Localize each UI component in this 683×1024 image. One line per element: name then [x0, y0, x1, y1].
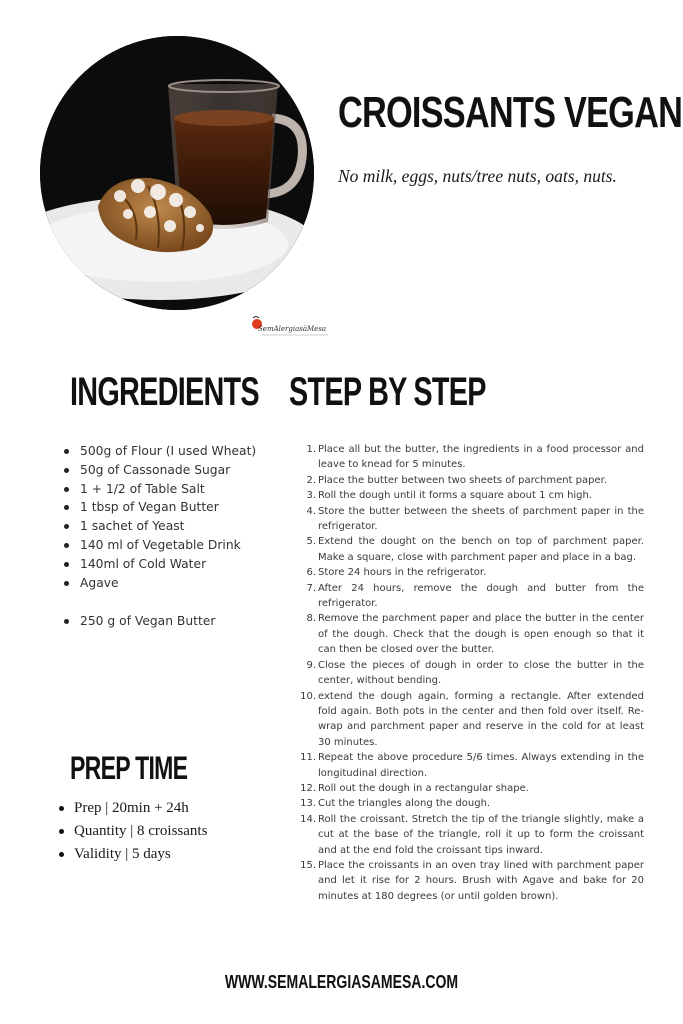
- ingredient-item: Agave: [62, 574, 282, 593]
- step-item: [300, 534, 644, 565]
- step-item: [300, 442, 644, 473]
- step-text: Roll the dough until it forms a square about 1 cm high.: [318, 490, 593, 502]
- ingredient-item: 250 g of Vegan Butter: [62, 612, 215, 631]
- croissant-coffee-illustration: [40, 36, 314, 310]
- ingredients-extra-list: [62, 612, 215, 631]
- step-item: [300, 658, 644, 689]
- ingredient-item: 500g of Flour (I used Wheat): [62, 442, 282, 461]
- recipe-title: CROISSANTS VEGAN: [338, 88, 683, 137]
- prep-time-heading: PREP TIME: [70, 750, 188, 786]
- step-number: 8.: [306, 613, 316, 625]
- step-item: [300, 581, 644, 612]
- step-text: extend the dough again, forming a rectangle. After extended fold again. Both pots in the center and then fold over itself. Re-wrap and parchment paper and reserve in the cold for at least 30 minutes.: [318, 690, 644, 748]
- hero-photo: [40, 36, 314, 310]
- step-text: Place all but the butter, the ingredients in a food processor and leave to knead for 5 minutes.: [318, 444, 644, 471]
- ingredient-item: 50g of Cassonade Sugar: [62, 461, 282, 480]
- prep-time-list: [56, 797, 207, 866]
- step-text: Remove the parchment paper and place the butter in the center of the dough. Check that the dough is open enough so that it can then be closed over the butter.: [318, 613, 644, 656]
- step-number: 3.: [306, 490, 316, 502]
- step-number: 14.: [300, 813, 316, 825]
- prep-item: Validity | 5 days: [56, 843, 207, 866]
- prep-item: Quantity | 8 croissants: [56, 820, 207, 843]
- step-text: Close the pieces of dough in order to close the butter in the center, without bending.: [318, 659, 644, 687]
- step-text: Place the butter between two sheets of parchment paper.: [318, 474, 608, 486]
- step-item: [300, 689, 644, 751]
- step-number: 11.: [300, 752, 316, 764]
- step-text: Repeat the above procedure 5/6 times. Always extending in the longitudinal direction.: [318, 752, 644, 779]
- ingredient-item: 1 sachet of Yeast: [62, 517, 282, 536]
- step-number: 2.: [306, 474, 316, 486]
- step-number: 10.: [300, 690, 316, 702]
- footer-url[interactable]: [0, 972, 683, 993]
- step-text: Extend the dought on the bench on top of parchment paper. Make a square, close with parchment paper and place in a bag.: [318, 536, 644, 563]
- step-item: [300, 611, 644, 657]
- step-text: Store the butter between the sheets of parchment paper in the refrigerator.: [318, 505, 644, 533]
- step-number: 12.: [300, 782, 316, 794]
- recipe-subtitle: No milk, eggs, nuts/tree nuts, oats, nuts.: [338, 166, 617, 186]
- ingredient-item: 1 + 1/2 of Table Salt: [62, 480, 282, 499]
- ingredients-heading: INGREDIENTS: [70, 370, 259, 414]
- brand-logo-text: SemAlergiasàMesa: [258, 325, 327, 333]
- prep-item: Prep | 20min + 24h: [56, 797, 207, 820]
- step-number: 1.: [306, 444, 316, 455]
- step-text: After 24 hours, remove the dough and butter from the refrigerator.: [318, 582, 644, 610]
- step-item: [300, 796, 644, 811]
- ingredient-item: 140ml of Cold Water: [62, 555, 282, 574]
- step-number: 5.: [306, 536, 316, 548]
- step-item: [300, 781, 644, 796]
- steps-list: [300, 442, 644, 904]
- step-number: 13.: [300, 798, 316, 810]
- step-item: [300, 488, 644, 503]
- step-number: 7.: [306, 582, 316, 594]
- step-text: Cut the triangles along the dough.: [318, 798, 491, 810]
- step-number: 9.: [306, 659, 316, 671]
- ingredient-item: 140 ml of Vegetable Drink: [62, 536, 282, 555]
- step-item: [300, 504, 644, 535]
- step-number: 15.: [300, 859, 316, 871]
- steps-heading: STEP BY STEP: [289, 370, 486, 414]
- step-text: Place the croissants in an oven tray lined with parchment paper and let it rise for 2 hours. Brush with Agave and bake for 20 minutes at 180 degrees (or until golden brown).: [318, 859, 644, 902]
- step-item: [300, 858, 644, 904]
- step-item: [300, 812, 644, 858]
- step-item: [300, 565, 644, 580]
- step-item: [300, 750, 644, 781]
- step-text: Store 24 hours in the refrigerator.: [318, 567, 487, 579]
- ingredients-list: [62, 442, 282, 592]
- step-number: 6.: [306, 567, 316, 579]
- step-item: [300, 473, 644, 488]
- step-text: Roll the croissant. Stretch the tip of the triangle slightly, make a cut at the base of the triangle, roll it up to form the croissant and at the end fold the croissant tips inward.: [318, 813, 644, 856]
- footer-url-text[interactable]: WWW.SEMALERGIASAMESA.COM: [224, 972, 459, 992]
- step-text: Roll out the dough in a rectangular shape.: [318, 782, 529, 794]
- ingredient-item: 1 tbsp of Vegan Butter: [62, 498, 282, 517]
- step-number: 4.: [306, 505, 316, 517]
